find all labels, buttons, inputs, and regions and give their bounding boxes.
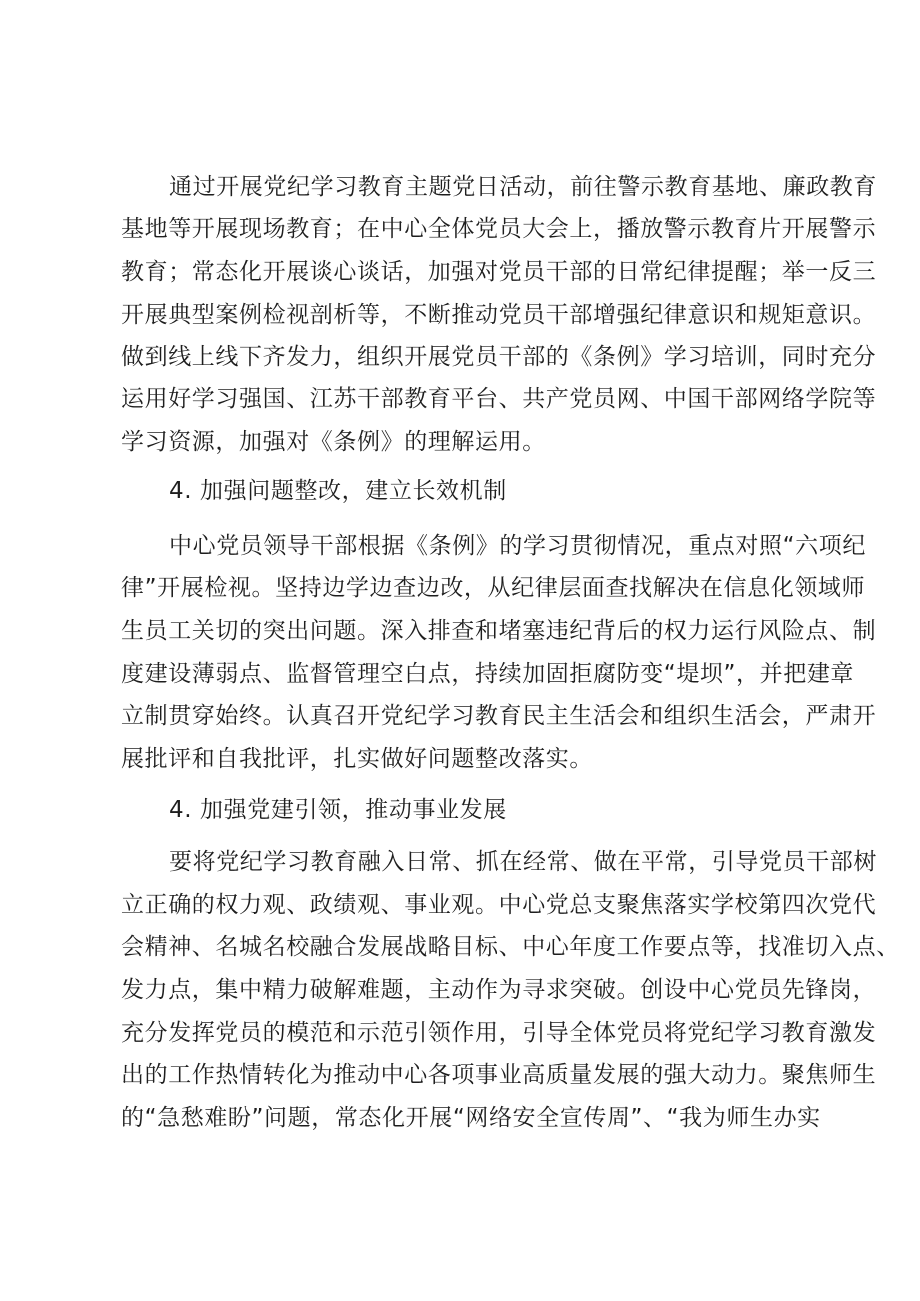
paragraph-line: 的“急愁难盼”问题，常态化开展“网络安全宣传周”、“我为师生办实 [121, 1105, 821, 1131]
paragraph-line: 律”开展检视。坚持边学边查边改，从纪律层面查找解决在信息化领域师 [121, 575, 866, 601]
paragraph-line: 充分发挥党员的模范和示范引领作用，引导全体党员将党纪学习教育激发 [121, 1020, 877, 1046]
paragraph-line: 展批评和自我批评，扎实做好问题整改落实。 [121, 746, 593, 772]
paragraph-line: 会精神、名城名校融合发展战略目标、中心年度工作要点等，找准切入点、 [121, 934, 900, 960]
paragraph-line: 发力点，集中精力破解难题，主动作为寻求突破。创设中心党员先锋岗， [121, 977, 877, 1003]
paragraph-line: 基地等开展现场教育；在中心全体党员大会上，播放警示教育片开展警示 [121, 216, 877, 242]
paragraph-line: 立正确的权力观、政绩观、事业观。中心党总支聚焦落实学校第四次党代 [121, 892, 877, 918]
paragraph-line: 生员工关切的突出问题。深入排查和堵塞违纪背后的权力运行风险点、制 [121, 618, 877, 644]
paragraph-line: 要将党纪学习教育融入日常、抓在经常、做在平常，引导党员干部树 [169, 849, 877, 875]
section-heading: 4. 加强问题整改，建立长效机制 [169, 478, 507, 504]
paragraph-line: 立制贯穿始终。认真召开党纪学习教育民主生活会和组织生活会，严肃开 [121, 703, 877, 729]
paragraph-line: 度建设薄弱点、监督管理空白点，持续加固拒腐防变“堤坝”，并把建章 [121, 661, 855, 687]
paragraph-line: 通过开展党纪学习教育主题党日活动，前往警示教育基地、廉政教育 [169, 174, 877, 200]
paragraph-line: 运用好学习强国、江苏干部教育平台、共产党员网、中国干部网络学院等 [121, 386, 877, 412]
paragraph-line: 开展典型案例检视剖析等，不断推动党员干部增强纪律意识和规矩意识。 [121, 302, 877, 328]
paragraph-line: 做到线上线下齐发力，组织开展党员干部的《条例》学习培训，同时充分 [121, 344, 877, 370]
section-heading: 4. 加强党建引领，推动事业发展 [169, 797, 507, 823]
paragraph-line: 中心党员领导干部根据《条例》的学习贯彻情况，重点对照“六项纪 [169, 533, 866, 559]
paragraph-line: 学习资源，加强对《条例》的理解运用。 [121, 429, 546, 455]
paragraph-line: 出的工作热情转化为推动中心各项事业高质量发展的强大动力。聚焦师生 [121, 1062, 877, 1088]
paragraph-line: 教育；常态化开展谈心谈话，加强对党员干部的日常纪律提醒；举一反三 [121, 259, 877, 285]
